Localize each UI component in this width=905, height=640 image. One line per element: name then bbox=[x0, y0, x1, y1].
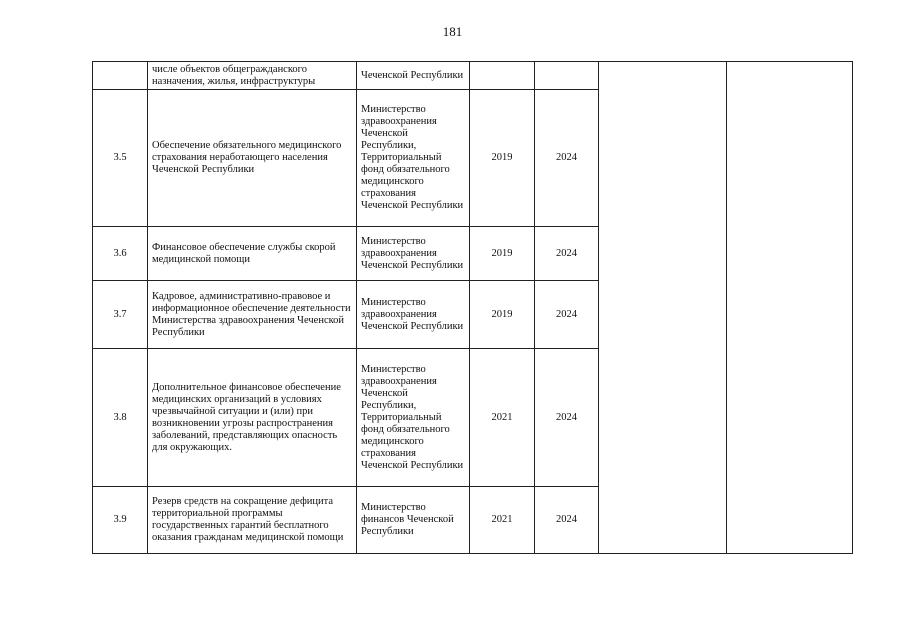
end-year: 2024 bbox=[535, 349, 599, 487]
row-number: 3.5 bbox=[93, 90, 148, 227]
activity-name: Обеспечение обязательного медицинского страхования неработающего населения Чеченской Республики bbox=[148, 90, 357, 227]
executor-cell: Министерство здравоохранения Чеченской Республики, Территориальный фонд обязательного медицинского страхования Чеченской Республики bbox=[357, 90, 470, 227]
empty-column-cell bbox=[599, 62, 727, 554]
end-year: 2024 bbox=[535, 281, 599, 349]
activity-name: Дополнительное финансовое обеспечение медицинских организаций в условиях чрезвычайной ситуации и (или) при возникновении угрозы распространения заболеваний, представляющих опасность для окружающих. bbox=[148, 349, 357, 487]
activity-name: Кадровое, административно-правовое и информационное обеспечение деятельности Министерства здравоохранения Чеченской Республики bbox=[148, 281, 357, 349]
executor-cell: Чеченской Республики bbox=[357, 62, 470, 90]
executor-cell: Министерство здравоохранения Чеченской Республики bbox=[357, 281, 470, 349]
program-activities-table bbox=[92, 61, 853, 554]
end-year: 2024 bbox=[535, 227, 599, 281]
row-number: 3.8 bbox=[93, 349, 148, 487]
start-year: 2019 bbox=[470, 90, 535, 227]
row-number: 3.7 bbox=[93, 281, 148, 349]
end-year bbox=[535, 62, 599, 90]
row-number: 3.6 bbox=[93, 227, 148, 281]
activity-name: числе объектов общегражданского назначения, жилья, инфраструктуры bbox=[148, 62, 357, 90]
executor-cell: Министерство здравоохранения Чеченской Республики bbox=[357, 227, 470, 281]
page-number: 181 bbox=[442, 24, 463, 39]
activity-name: Резерв средств на сокращение дефицита территориальной программы государственных гарантий бесплатного оказания гражданам медицинской помощи bbox=[148, 487, 357, 554]
end-year: 2024 bbox=[535, 90, 599, 227]
end-year: 2024 bbox=[535, 487, 599, 554]
table-row bbox=[93, 62, 853, 90]
executor-cell: Министерство здравоохранения Чеченской Республики, Территориальный фонд обязательного медицинского страхования Чеченской Республики bbox=[357, 349, 470, 487]
start-year: 2019 bbox=[470, 227, 535, 281]
activity-name: Финансовое обеспечение службы скорой медицинской помощи bbox=[148, 227, 357, 281]
start-year bbox=[470, 62, 535, 90]
row-number: 3.9 bbox=[93, 487, 148, 554]
row-number bbox=[93, 62, 148, 90]
start-year: 2021 bbox=[470, 349, 535, 487]
start-year: 2019 bbox=[470, 281, 535, 349]
empty-column-cell bbox=[727, 62, 853, 554]
executor-cell: Министерство финансов Чеченской Республики bbox=[357, 487, 470, 554]
start-year: 2021 bbox=[470, 487, 535, 554]
